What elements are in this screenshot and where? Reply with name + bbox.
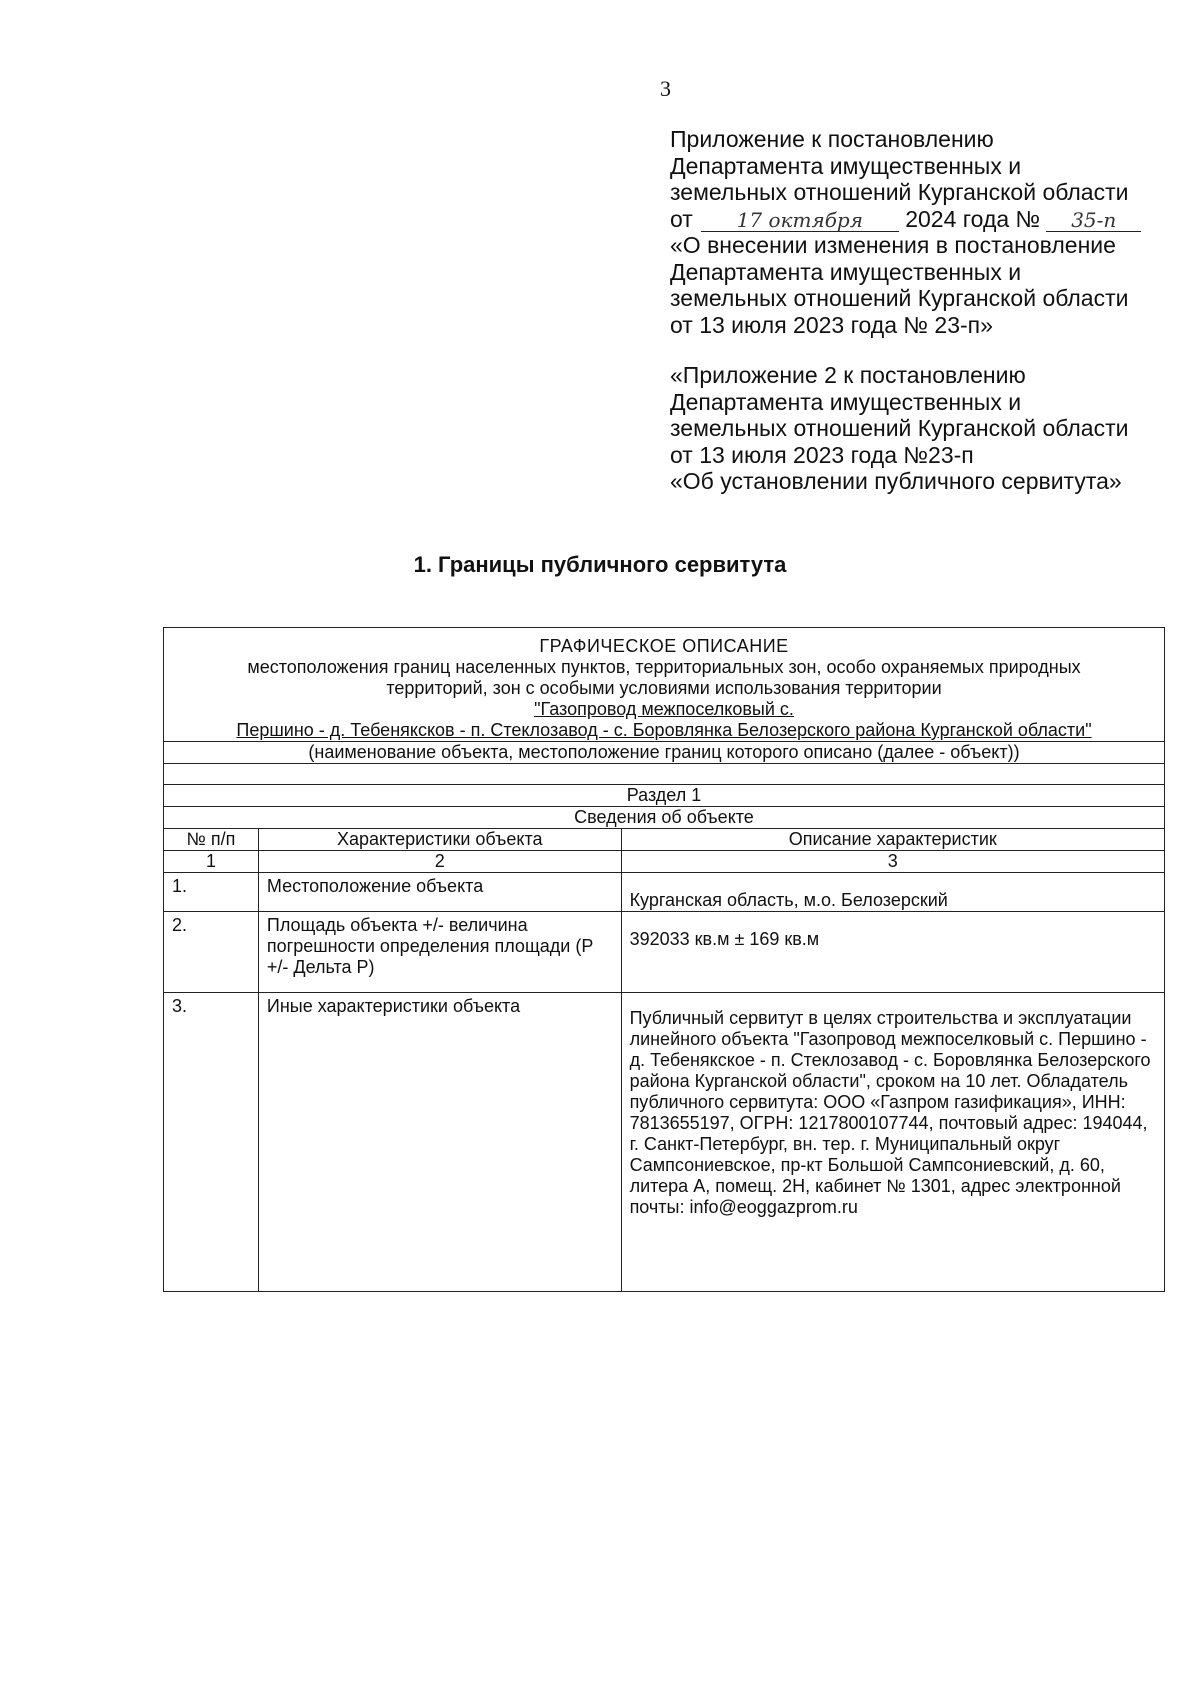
table-spacer-row: [164, 764, 1165, 785]
handwritten-date: 17 октября: [701, 209, 899, 232]
column-number: 2: [258, 851, 621, 873]
table-row: [164, 912, 1165, 993]
table-header-line: местоположения границ населенных пунктов, территориальных зон, особо охраняемых природных: [247, 657, 1081, 677]
row-description-text: Публичный сервитут в целях строительства и эксплуатации линейного объекта "Газопровод межпоселковый с. Першино - д. Тебенякское - п. Стеклозавод - с. Боровлянка Белозерского района Курганской области", сроком на 10 лет. Обладатель публичного сервитута: ООО «Газпром газификация», ИНН: 7813655197, ОГРН: 1217800107744, почтовый адрес: 194044, г. Санкт-Петербург, вн. тер. г. Муниципальный округ Сампсониевское, пр-кт Большой Сампсониевский, д. 60, литера А, помещ. 2Н, кабинет № 1301, адрес электронной почты: info@eoggazprom.ru: [629, 1008, 1151, 1217]
appendix2-line: Департамента имущественных и: [670, 388, 1022, 415]
appendix-date-line: [670, 206, 1170, 233]
appendix-line: Департамента имущественных и: [670, 152, 1022, 179]
row-description: [621, 873, 1164, 912]
row-characteristic: Местоположение объекта: [258, 873, 621, 912]
object-caption: (наименование объекта, местоположение границ которого описано (далее - объект)): [164, 742, 1165, 764]
appendix2-line: от 13 июля 2023 года №23-п: [670, 441, 974, 468]
appendix-line: земельных отношений Курганской области: [670, 179, 1129, 205]
appendix2-line: земельных отношений Курганской области: [670, 415, 1129, 441]
table-row: [164, 873, 1165, 912]
page-number: 3: [660, 76, 671, 101]
row-characteristic: Площадь объекта +/- величина погрешности определения площади (Р +/- Дельта Р): [258, 912, 621, 993]
column-header: № п/п: [164, 829, 259, 851]
servitude-table: [163, 627, 1165, 1292]
column-header: Характеристики объекта: [258, 829, 621, 851]
year-text: 2024 года №: [905, 205, 1041, 232]
subsection-label: Сведения об объекте: [164, 807, 1165, 829]
object-name: Першино - д. Тебеняксков - п. Стеклозавод - с. Боровлянка Белозерского района Курганской области": [236, 720, 1092, 740]
appendix-line: земельных отношений Курганской области: [670, 285, 1129, 311]
row-number: 1.: [164, 873, 259, 912]
table-row: [164, 993, 1165, 1292]
appendix-line: Департамента имущественных и: [670, 258, 1022, 285]
table-header-title: ГРАФИЧЕСКОЕ ОПИСАНИЕ: [539, 636, 789, 656]
section-label: Раздел 1: [164, 785, 1165, 807]
column-number: 3: [621, 851, 1164, 873]
table-header: [164, 628, 1165, 742]
column-number: 1: [164, 851, 259, 873]
table-header-line: территорий, зон с особыми условиями использования территории: [386, 678, 942, 698]
column-header: Описание характеристик: [621, 829, 1164, 851]
object-name: "Газопровод межпоселковый с.: [534, 699, 794, 719]
appendix2-line: «Об установлении публичного сервитута»: [670, 468, 1122, 494]
row-characteristic: Иные характеристики объекта: [258, 993, 621, 1292]
date-prefix: от: [670, 205, 693, 232]
row-description-text: Курганская область, м.о. Белозерский: [629, 890, 948, 910]
appendix-block: [670, 126, 1170, 495]
appendix2-line: «Приложение 2 к постановлению: [670, 362, 1026, 388]
handwritten-number: 35-п: [1046, 209, 1141, 232]
row-number: 3.: [164, 993, 259, 1292]
row-number: 2.: [164, 912, 259, 993]
row-description: [621, 912, 1164, 993]
appendix-line: «О внесении изменения в постановление: [670, 232, 1116, 258]
row-description-text: 392033 кв.м ± 169 кв.м: [629, 929, 820, 949]
row-description: [621, 993, 1164, 1292]
appendix-line: от 13 июля 2023 года № 23-п»: [670, 311, 993, 338]
appendix-line: Приложение к постановлению: [670, 126, 994, 152]
section-title: 1. Границы публичного сервитута: [413, 552, 787, 577]
